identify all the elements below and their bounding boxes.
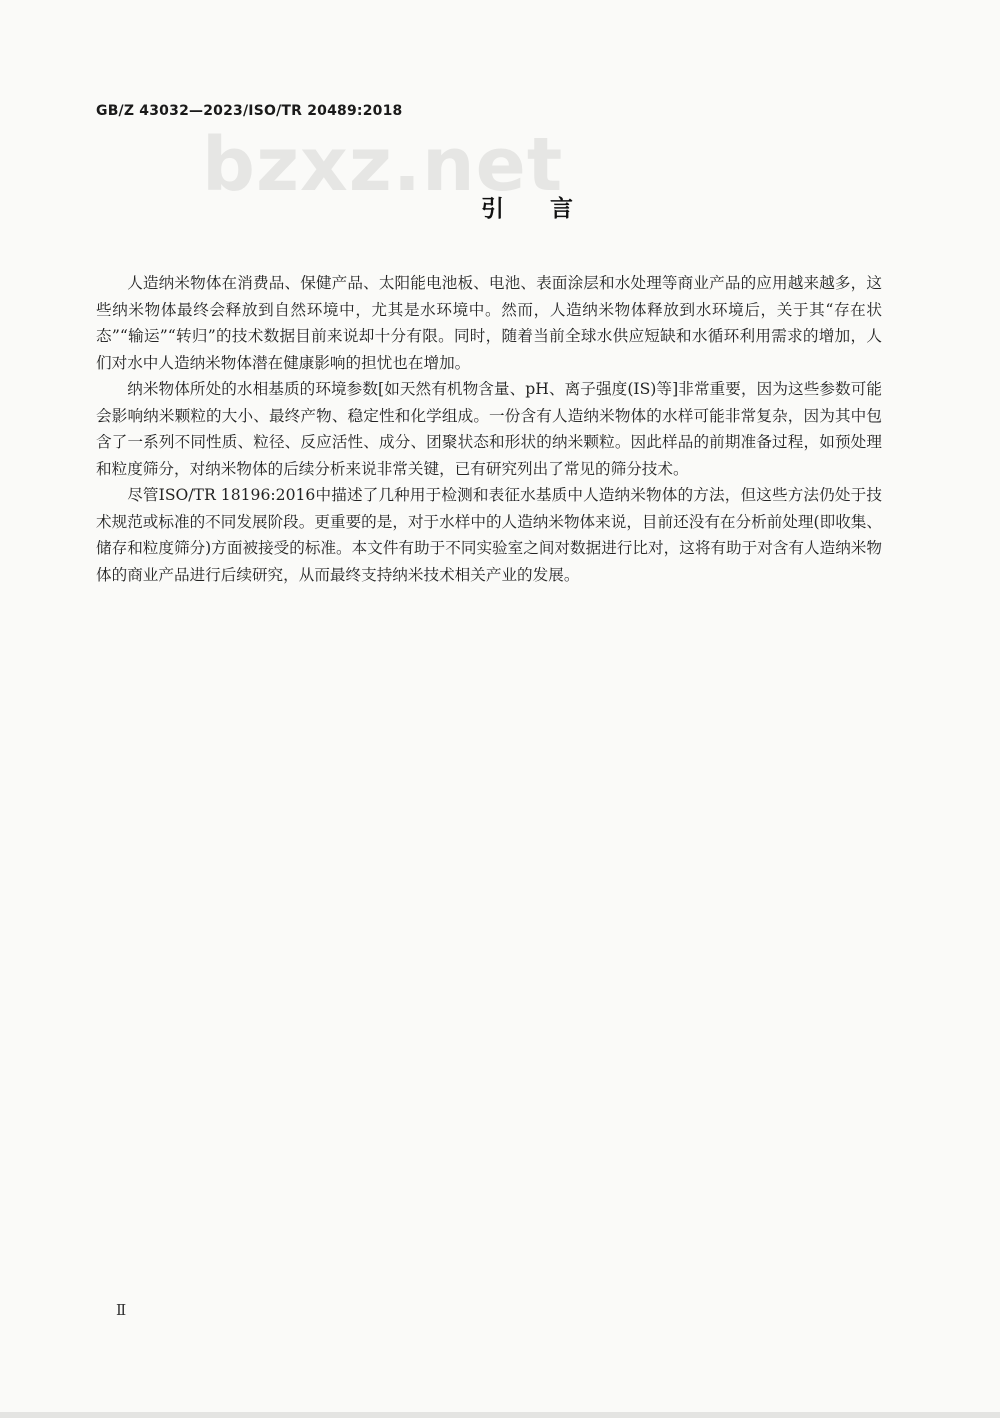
page-title: 引言	[481, 196, 619, 222]
bottom-edge	[0, 1412, 1000, 1418]
paragraph-2: 纳米物体所处的水相基质的环境参数[如天然有机物含量、pH、离子强度(IS)等]非常重要，因为这些参数可能会影响纳米颗粒的大小、最终产物、稳定性和化学组成。一份含有人造纳米物体的水样可能非常复杂，因为其中包含了一系列不同性质、粒径、反应活性、成分、团聚状态和形状的纳米颗粒。因此样品的前期准备过程，如预处理和粒度筛分，对纳米物体的后续分析来说非常关键，已有研究列出了常见的筛分技术。	[96, 380, 882, 478]
paragraph-3: 尽管ISO/TR 18196:2016中描述了几种用于检测和表征水基质中人造纳米物体的方法，但这些方法仍处于技术规范或标准的不同发展阶段。更重要的是，对于水样中的人造纳米物体来说，目前还没有在分析前处理(即收集、储存和粒度筛分)方面被接受的标准。本文件有助于不同实验室之间对数据进行比对，这将有助于对含有人造纳米物体的商业产品进行后续研究，从而最终支持纳米技术相关产业的发展。	[96, 486, 882, 584]
watermark: bzxz.net	[202, 122, 564, 208]
paragraph-1: 人造纳米物体在消费品、保健产品、太阳能电池板、电池、表面涂层和水处理等商业产品的应用越来越多，这些纳米物体最终会释放到自然环境中，尤其是水环境中。然而，人造纳米物体释放到水环境后，关于其“存在状态”“输运”“转归”的技术数据目前来说却十分有限。同时，随着当前全球水供应短缺和水循环利用需求的增加，人们对水中人造纳米物体潜在健康影响的担忧也在增加。	[96, 274, 882, 372]
body-text	[96, 270, 882, 588]
page-number: Ⅱ	[116, 1301, 127, 1319]
standard-code: GB/Z 43032—2023/ISO/TR 20489:2018	[96, 103, 403, 119]
